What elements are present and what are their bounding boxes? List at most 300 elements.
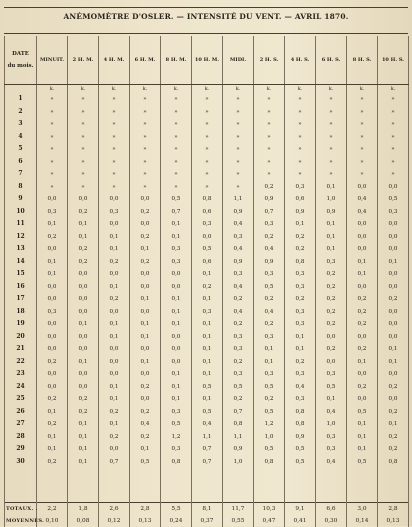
value-cell: 0,3	[223, 343, 254, 356]
spacer-cell	[285, 468, 316, 503]
value-cell: 0,2	[37, 356, 68, 369]
value-cell: »	[378, 131, 409, 144]
table-body	[5, 85, 409, 503]
value-cell: 0,2	[254, 393, 285, 406]
value-cell: 0,0	[161, 331, 192, 344]
value-cell: 0,9	[223, 206, 254, 219]
value-cell: »	[347, 106, 378, 119]
value-cell: 0,4	[223, 218, 254, 231]
value-cell: »	[254, 168, 285, 181]
value-cell: 0,5	[347, 456, 378, 469]
value-cell: 0,1	[285, 331, 316, 344]
value-cell: 0,0	[316, 331, 347, 344]
value-cell: »	[99, 93, 130, 106]
value-cell: 0,8	[161, 456, 192, 469]
value-cell: 0,2	[99, 293, 130, 306]
value-cell: »	[68, 181, 99, 194]
table-row	[5, 168, 409, 181]
unit-label: k.	[316, 85, 347, 94]
value-cell: »	[254, 131, 285, 144]
value-cell: 0,2	[347, 306, 378, 319]
value-cell: 0,1	[192, 356, 223, 369]
value-cell: 0,1	[99, 381, 130, 394]
value-cell: 0,3	[37, 206, 68, 219]
value-cell: 0,0	[37, 331, 68, 344]
value-cell: 0,0	[378, 181, 409, 194]
value-cell: 0,1	[130, 356, 161, 369]
table-row	[5, 293, 409, 306]
value-cell: 0,1	[161, 231, 192, 244]
value-cell: 0,5	[285, 443, 316, 456]
value-cell: 0,3	[378, 206, 409, 219]
value-cell: »	[223, 168, 254, 181]
value-cell: 0,3	[285, 281, 316, 294]
value-cell: 0,0	[99, 368, 130, 381]
value-cell: 0,1	[347, 256, 378, 269]
value-cell: »	[347, 143, 378, 156]
value-cell: 0,3	[316, 256, 347, 269]
value-cell: 0,0	[130, 393, 161, 406]
day-cell: 17	[5, 293, 37, 306]
value-cell: 0,2	[316, 268, 347, 281]
value-cell: »	[223, 181, 254, 194]
value-cell: 0,0	[347, 181, 378, 194]
value-cell: 0,1	[130, 331, 161, 344]
mean-cell: 0,24	[161, 515, 192, 527]
mean-cell: 0,08	[68, 515, 99, 527]
value-cell: 0,1	[99, 418, 130, 431]
value-cell: 0,0	[316, 356, 347, 369]
day-cell: 24	[5, 381, 37, 394]
value-cell: 0,4	[192, 418, 223, 431]
title-rule	[4, 33, 408, 34]
value-cell: »	[161, 143, 192, 156]
value-cell: 0,1	[161, 306, 192, 319]
value-cell: 0,0	[99, 268, 130, 281]
total-cell: 8,1	[192, 503, 223, 516]
value-cell: 0,2	[223, 356, 254, 369]
value-cell: 0,0	[68, 343, 99, 356]
value-cell: 0,3	[254, 218, 285, 231]
value-cell: »	[285, 131, 316, 144]
value-cell: »	[285, 143, 316, 156]
unit-spacer	[5, 85, 37, 94]
value-cell: 0,0	[161, 268, 192, 281]
total-cell: 2,8	[130, 503, 161, 516]
value-cell: 0,0	[378, 306, 409, 319]
total-cell: 11,7	[223, 503, 254, 516]
value-cell: 0,2	[130, 206, 161, 219]
value-cell: »	[99, 118, 130, 131]
table-row	[5, 181, 409, 194]
value-cell: 0,1	[37, 256, 68, 269]
unit-label: k.	[192, 85, 223, 94]
value-cell: 0,9	[285, 206, 316, 219]
value-cell: »	[130, 143, 161, 156]
value-cell: 0,2	[68, 393, 99, 406]
value-cell: 0,1	[254, 343, 285, 356]
day-cell: 11	[5, 218, 37, 231]
value-cell: 0,1	[161, 318, 192, 331]
value-cell: 0,3	[161, 443, 192, 456]
value-cell: 0,1	[192, 343, 223, 356]
day-cell: 6	[5, 156, 37, 169]
value-cell: »	[285, 93, 316, 106]
value-cell: »	[254, 143, 285, 156]
value-cell: 0,4	[223, 243, 254, 256]
value-cell: 0,4	[223, 281, 254, 294]
value-cell: »	[254, 156, 285, 169]
value-cell: »	[378, 168, 409, 181]
mean-cell: 0,13	[130, 515, 161, 527]
value-cell: 0,0	[99, 343, 130, 356]
value-cell: »	[223, 143, 254, 156]
day-cell: 3	[5, 118, 37, 131]
value-cell: 0,0	[347, 331, 378, 344]
total-cell: 2,2	[37, 503, 68, 516]
total-cell: 3,0	[347, 503, 378, 516]
unit-label: k.	[161, 85, 192, 94]
value-cell: 0,1	[37, 268, 68, 281]
mean-cell: 0,47	[254, 515, 285, 527]
spacer-row	[5, 468, 409, 503]
value-cell: 0,8	[223, 418, 254, 431]
value-cell: 0,3	[192, 306, 223, 319]
unit-label: k.	[99, 85, 130, 94]
table-row	[5, 131, 409, 144]
value-cell: 0,8	[285, 406, 316, 419]
value-cell: 0,2	[99, 431, 130, 444]
value-cell: 0,0	[378, 368, 409, 381]
value-cell: 0,1	[37, 431, 68, 444]
mean-cell: 0,10	[37, 515, 68, 527]
value-cell: 0,1	[347, 418, 378, 431]
value-cell: »	[347, 156, 378, 169]
wind-intensity-table	[4, 36, 409, 527]
value-cell: 0,5	[285, 456, 316, 469]
table-row	[5, 231, 409, 244]
day-cell: 27	[5, 418, 37, 431]
value-cell: 1,0	[223, 456, 254, 469]
value-cell: 0,7	[161, 206, 192, 219]
value-cell: 0,9	[223, 443, 254, 456]
value-cell: »	[161, 168, 192, 181]
day-cell: 30	[5, 456, 37, 469]
total-cell: 9,1	[285, 503, 316, 516]
date-header-line1: DATE	[12, 51, 29, 57]
day-cell: 12	[5, 231, 37, 244]
total-cell: 5,5	[161, 503, 192, 516]
value-cell: 0,3	[223, 268, 254, 281]
value-cell: 0,3	[285, 306, 316, 319]
value-cell: 0,2	[347, 318, 378, 331]
column-header: MINUIT.	[37, 36, 68, 85]
value-cell: 0,7	[223, 406, 254, 419]
value-cell: 0,4	[254, 306, 285, 319]
spacer-cell	[192, 468, 223, 503]
table-header-row	[5, 36, 409, 85]
value-cell: 0,1	[161, 393, 192, 406]
value-cell: 0,3	[254, 331, 285, 344]
value-cell: 0,1	[68, 456, 99, 469]
table-row	[5, 306, 409, 319]
value-cell: 0,2	[130, 406, 161, 419]
value-cell: 0,1	[37, 406, 68, 419]
value-cell: 0,1	[316, 393, 347, 406]
value-cell: 0,1	[378, 356, 409, 369]
unit-label: k.	[285, 85, 316, 94]
value-cell: »	[316, 131, 347, 144]
value-cell: 0,0	[130, 306, 161, 319]
value-cell: 0,0	[130, 268, 161, 281]
value-cell: 0,0	[161, 343, 192, 356]
value-cell: 0,0	[347, 243, 378, 256]
value-cell: 0,6	[285, 193, 316, 206]
value-cell: »	[37, 106, 68, 119]
spacer-cell	[68, 468, 99, 503]
value-cell: 0,2	[130, 231, 161, 244]
value-cell: 0,0	[99, 218, 130, 231]
table-row	[5, 268, 409, 281]
value-cell: 0,2	[316, 343, 347, 356]
value-cell: 0,1	[130, 243, 161, 256]
total-cell: 6,6	[316, 503, 347, 516]
day-cell: 10	[5, 206, 37, 219]
value-cell: 0,0	[68, 193, 99, 206]
value-cell: »	[130, 131, 161, 144]
value-cell: »	[37, 156, 68, 169]
totals-row	[5, 503, 409, 516]
value-cell: 0,1	[285, 218, 316, 231]
value-cell: 0,2	[254, 293, 285, 306]
value-cell: »	[192, 106, 223, 119]
table-row	[5, 368, 409, 381]
column-header: 2 H. S.	[254, 36, 285, 85]
value-cell: 0,1	[68, 443, 99, 456]
day-cell: 19	[5, 318, 37, 331]
value-cell: 0,1	[68, 356, 99, 369]
value-cell: 0,2	[378, 381, 409, 394]
value-cell: 0,2	[316, 293, 347, 306]
table-row	[5, 156, 409, 169]
means-row	[5, 515, 409, 527]
value-cell: »	[99, 168, 130, 181]
value-cell: »	[347, 168, 378, 181]
value-cell: 0,2	[223, 318, 254, 331]
value-cell: 0,0	[99, 443, 130, 456]
value-cell: 0,1	[192, 393, 223, 406]
value-cell: 0,8	[378, 456, 409, 469]
value-cell: 0,2	[347, 381, 378, 394]
value-cell: 0,1	[99, 318, 130, 331]
table-row	[5, 343, 409, 356]
value-cell: 0,3	[161, 406, 192, 419]
value-cell: »	[130, 156, 161, 169]
totals-label: TOTAUX. .	[5, 503, 37, 516]
value-cell: 0,0	[378, 268, 409, 281]
value-cell: »	[68, 143, 99, 156]
means-label: MOYENNES.	[5, 515, 37, 527]
value-cell: »	[285, 156, 316, 169]
spacer-cell	[378, 468, 409, 503]
spacer-cell	[5, 468, 37, 503]
value-cell: »	[130, 118, 161, 131]
value-cell: »	[285, 168, 316, 181]
value-cell: 0,0	[161, 356, 192, 369]
value-cell: 0,2	[130, 381, 161, 394]
value-cell: 0,1	[68, 231, 99, 244]
value-cell: 0,0	[68, 381, 99, 394]
value-cell: 0,3	[316, 368, 347, 381]
value-cell: 0,5	[161, 193, 192, 206]
day-cell: 5	[5, 143, 37, 156]
value-cell: »	[254, 93, 285, 106]
value-cell: »	[130, 106, 161, 119]
value-cell: 0,2	[347, 293, 378, 306]
value-cell: 0,4	[316, 456, 347, 469]
day-cell: 14	[5, 256, 37, 269]
value-cell: 0,2	[68, 406, 99, 419]
value-cell: 0,0	[347, 281, 378, 294]
value-cell: 0,3	[161, 243, 192, 256]
value-cell: »	[192, 131, 223, 144]
table-row	[5, 443, 409, 456]
value-cell: 1,2	[254, 418, 285, 431]
value-cell: 0,1	[192, 268, 223, 281]
table-row	[5, 193, 409, 206]
value-cell: 0,0	[37, 343, 68, 356]
value-cell: 0,8	[285, 256, 316, 269]
value-cell: 0,3	[161, 256, 192, 269]
value-cell: »	[223, 131, 254, 144]
value-cell: 1,0	[316, 193, 347, 206]
table-row	[5, 418, 409, 431]
value-cell: 0,2	[37, 231, 68, 244]
value-cell: 0,2	[285, 293, 316, 306]
day-cell: 29	[5, 443, 37, 456]
value-cell: »	[68, 106, 99, 119]
table-footer	[5, 503, 409, 527]
value-cell: 0,0	[378, 218, 409, 231]
value-cell: 0,1	[192, 368, 223, 381]
value-cell: »	[161, 118, 192, 131]
value-cell: 0,3	[37, 306, 68, 319]
value-cell: »	[99, 106, 130, 119]
value-cell: »	[378, 106, 409, 119]
day-cell: 13	[5, 243, 37, 256]
value-cell: 0,3	[223, 368, 254, 381]
value-cell: 0,1	[347, 431, 378, 444]
value-cell: 0,2	[130, 431, 161, 444]
table-row	[5, 243, 409, 256]
day-cell: 4	[5, 131, 37, 144]
value-cell: »	[161, 181, 192, 194]
value-cell: 0,5	[378, 193, 409, 206]
table-row	[5, 143, 409, 156]
value-cell: 0,0	[37, 281, 68, 294]
value-cell: »	[316, 118, 347, 131]
value-cell: 0,0	[347, 218, 378, 231]
unit-label: k.	[254, 85, 285, 94]
value-cell: »	[68, 168, 99, 181]
value-cell: 0,2	[378, 431, 409, 444]
day-cell: 2	[5, 106, 37, 119]
day-cell: 23	[5, 368, 37, 381]
value-cell: »	[99, 143, 130, 156]
value-cell: »	[378, 93, 409, 106]
value-cell: »	[192, 168, 223, 181]
value-cell: 0,4	[347, 206, 378, 219]
value-cell: 0,0	[68, 281, 99, 294]
value-cell: 0,2	[285, 243, 316, 256]
day-cell: 25	[5, 393, 37, 406]
value-cell: 0,0	[37, 193, 68, 206]
value-cell: 0,3	[285, 368, 316, 381]
value-cell: 1,1	[223, 431, 254, 444]
table-row	[5, 456, 409, 469]
value-cell: 0,1	[192, 331, 223, 344]
spacer-cell	[130, 468, 161, 503]
unit-row	[5, 85, 409, 94]
value-cell: 0,0	[130, 343, 161, 356]
value-cell: »	[37, 143, 68, 156]
value-cell: »	[130, 168, 161, 181]
value-cell: 0,7	[254, 206, 285, 219]
value-cell: 0,4	[223, 306, 254, 319]
value-cell: 0,0	[378, 318, 409, 331]
value-cell: 0,7	[99, 456, 130, 469]
value-cell: »	[37, 181, 68, 194]
value-cell: »	[37, 93, 68, 106]
unit-label: k.	[130, 85, 161, 94]
value-cell: 0,1	[161, 293, 192, 306]
value-cell: »	[316, 168, 347, 181]
value-cell: 0,5	[254, 381, 285, 394]
value-cell: »	[347, 93, 378, 106]
value-cell: 0,1	[99, 331, 130, 344]
value-cell: 0,1	[192, 293, 223, 306]
value-cell: 0,3	[192, 218, 223, 231]
value-cell: 0,2	[99, 406, 130, 419]
day-cell: 18	[5, 306, 37, 319]
value-cell: »	[130, 181, 161, 194]
day-cell: 21	[5, 343, 37, 356]
day-cell: 8	[5, 181, 37, 194]
value-cell: 0,1	[68, 318, 99, 331]
value-cell: 0,3	[285, 268, 316, 281]
unit-label: k.	[68, 85, 99, 94]
value-cell: 0,9	[316, 206, 347, 219]
value-cell: 0,9	[223, 256, 254, 269]
value-cell: 1,0	[254, 431, 285, 444]
mean-cell: 0,14	[347, 515, 378, 527]
total-cell: 10,3	[254, 503, 285, 516]
value-cell: 0,2	[254, 181, 285, 194]
value-cell: »	[192, 143, 223, 156]
value-cell: 0,1	[68, 431, 99, 444]
table-row	[5, 206, 409, 219]
value-cell: 0,0	[37, 293, 68, 306]
value-cell: 0,2	[37, 393, 68, 406]
value-cell: 0,0	[99, 356, 130, 369]
value-cell: 0,2	[378, 406, 409, 419]
value-cell: 1,2	[161, 431, 192, 444]
value-cell: 0,7	[192, 443, 223, 456]
value-cell: 0,0	[37, 243, 68, 256]
value-cell: 0,2	[192, 281, 223, 294]
mean-cell: 0,41	[285, 515, 316, 527]
value-cell: 0,1	[99, 231, 130, 244]
